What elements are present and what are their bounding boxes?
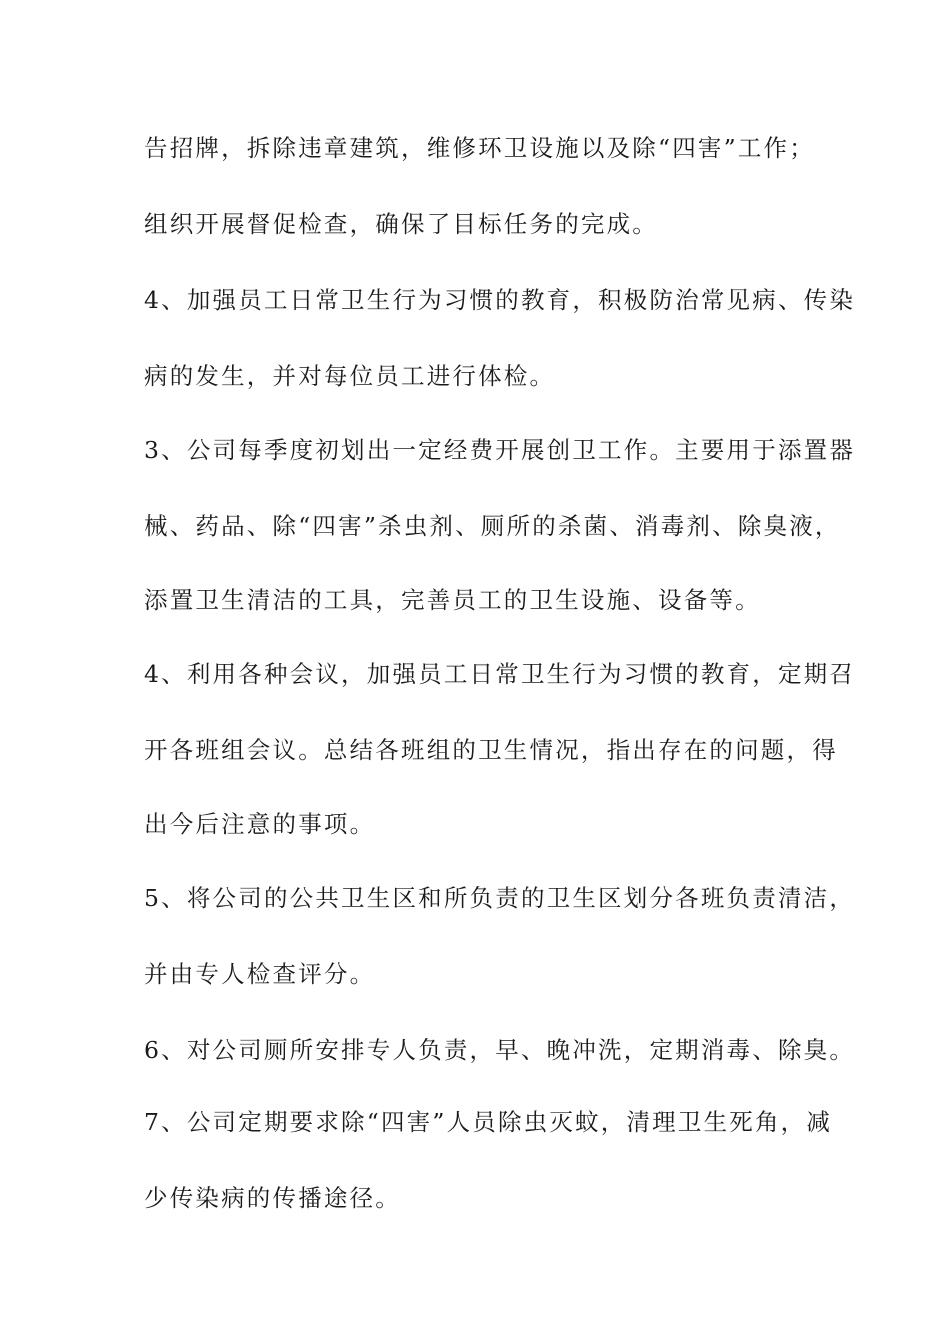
text-line: 开各班组会议。总结各班组的卫生情况，指出存在的问题，得 (144, 736, 838, 764)
text-line: 少传染病的传播途径。 (144, 1184, 401, 1212)
text-line: 告招牌，拆除违章建筑，维修环卫设施以及除“四害”工作； (144, 134, 815, 162)
text-line: 5、将公司的公共卫生区和所负责的卫生区划分各班负责清洁， (144, 884, 856, 912)
text-line: 3、公司每季度初划出一定经费开展创卫工作。主要用于添置器 (144, 436, 856, 464)
text-line: 4、加强员工日常卫生行为习惯的教育，积极防治常见病、传染 (144, 286, 856, 314)
text-line: 添置卫生清洁的工具，完善员工的卫生设施、设备等。 (144, 586, 761, 614)
text-line: 出今后注意的事项。 (144, 810, 376, 838)
text-line: 7、公司定期要求除“四害”人员除虫灭蚊，清理卫生死角，减 (144, 1108, 833, 1136)
text-line: 6、对公司厕所安排专人负责，早、晚冲洗，定期消毒、除臭。 (144, 1036, 856, 1064)
text-line: 4、利用各种会议，加强员工日常卫生行为习惯的教育，定期召 (144, 660, 856, 688)
text-line: 并由专人检查评分。 (144, 960, 376, 988)
text-line: 械、药品、除“四害”杀虫剂、厕所的杀菌、消毒剂、除臭液， (144, 512, 841, 540)
text-line: 组织开展督促检查，确保了目标任务的完成。 (144, 210, 658, 238)
text-line: 病的发生，并对每位员工进行体检。 (144, 362, 556, 390)
